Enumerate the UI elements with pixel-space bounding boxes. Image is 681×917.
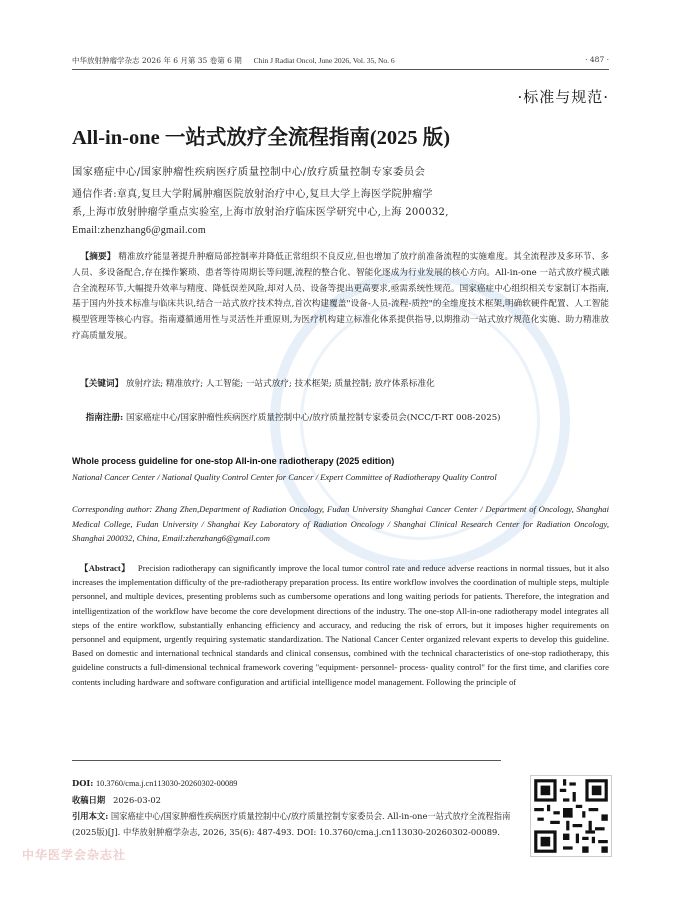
- chinese-abstract: [72, 250, 609, 345]
- english-abstract-label: 【Abstract】: [79, 563, 131, 573]
- english-abstract: [72, 561, 609, 689]
- received-line: [72, 792, 512, 808]
- doi-value: 10.3760/cma.j.cn113030-20260302-00089: [96, 779, 238, 788]
- corr-line-1: 通信作者:章真,复旦大学附属肿瘤医院放射治疗中心,复旦大学上海医学院肿瘤学: [72, 189, 433, 200]
- citation-line: [72, 808, 512, 840]
- citation-label: 引用本文:: [72, 811, 109, 821]
- doi-line: [72, 775, 512, 792]
- correspondence-cn: [72, 186, 609, 240]
- column-label: ·标准与规范·: [517, 88, 609, 106]
- english-title: Whole process guideline for one-stop All-in-one radiotherapy (2025 edition): [72, 456, 395, 466]
- corr-line-3: Email:zhenzhang6@gmail.com: [72, 225, 206, 236]
- keywords-block: [72, 377, 609, 393]
- article-title: All-in-one 一站式放疗全流程指南(2025 版): [72, 127, 451, 149]
- running-header: [72, 55, 395, 66]
- corr-line-2: 系,上海市放射肿瘤学重点实验室,上海市放射治疗临床医学研究中心,上海 200032,: [72, 207, 449, 218]
- registration-text: 国家癌症中心/国家肿瘤性疾病医疗质量控制中心/放疗质量控制专家委员会(NCC/T-RT 008-2025): [125, 413, 501, 423]
- author-org: 国家癌症中心/国家肿瘤性疾病医疗质量控制中心/放疗质量控制专家委员会: [72, 166, 426, 178]
- journal-cn: 中华放射肿瘤学杂志 2026 年 6 月第 35 卷第 6 期: [72, 56, 242, 65]
- english-abstract-text: Precision radiotherapy can significantly improve the local tumor control rate and reduce adverse reactions in normal tissues, but it also increases the implementation difficulty of the pre-radiotherapy preparation process. Its entire workflow involves the coordination of multiple steps, multiple personnel, and multiple devices, presenting problems such as cumbersome operations and long waiting periods for patients. Therefore, the integration and intelligentization of the workflow have become the core development directions of the industry. The one-stop All-in-one radiotherapy model integrates all steps of the entire workflow, substantially enhancing efficiency and accuracy, and reducing the risk of errors, but it imposes higher requirements on personnel and equipment, urgently requiring systematic standardization. The National Cancer Center organized relevant experts to develop this guideline. Based on domestic and international technical standards and clinical consensus, combined with the technical characteristics of one-stop radiotherapy, this guideline constructs a full-dimensional technical framework covering "equipment- personnel- process- quality control" for the first time, and clarifies core contents including hardware and software configuration and artificial intelligence model management. Following the principle of: [72, 563, 609, 687]
- header-rule: [72, 69, 609, 70]
- registration-block: [72, 411, 609, 427]
- page-number: · 487 ·: [585, 55, 609, 64]
- qr-code-icon: [531, 776, 611, 856]
- article-footer: [72, 775, 512, 840]
- received-date: 2026-03-02: [113, 795, 161, 805]
- registration-label: 指南注册:: [85, 413, 124, 423]
- abstract-text: 精准放疗能显著提升肿瘤局部控制率并降低正常组织不良反应,但也增加了放疗前准备流程的实施难度。其全流程涉及多环节、多人员、多设备配合,存在操作繁琐、患者等待周期长等问题,流程的整合化、智能化逐成为行业发展的核心方向。All-in-one 一站式放疗模式融合全流程环节,大幅提升效率与精度、降低误差风险,却对人员、设备等提出更高要求,亟需系统性规范。国家癌症中心组织相关专家制订本指南,基于国内外技术标准与临床共识,结合一站式放疗技术特点,首次构建覆盖"设备-人员-流程-质控"的全维度技术框架,明确软硬件配置、人工智能模型管理等核心内容。指南遵循通用性与灵活性并重原则,为医疗机构建立标准化体系提供指导,以期推动一站式放疗规范化实施、助力精准放疗高质量发展。: [72, 252, 609, 341]
- keywords-label: 【关键词】: [80, 379, 124, 389]
- english-org: National Cancer Center / National Quality Control Center for Cancer / Expert Committee of Radiotherapy Quality Control: [72, 472, 497, 482]
- qr-code[interactable]: [530, 775, 612, 857]
- publisher-logo: 中华医学会杂志社: [22, 848, 127, 862]
- doi-label: DOI:: [72, 778, 94, 788]
- journal-en: Chin J Radiat Oncol, June 2026, Vol. 35, No. 6: [253, 56, 395, 65]
- abstract-label: 【摘要】: [80, 252, 116, 262]
- english-correspondence: Corresponding author: Zhang Zhen,Department of Radiation Oncology, Fudan University Shanghai Cancer Center / Department of Oncology, Shanghai Medical College, Fudan University / Shanghai Key Laboratory of Radiation Oncology / Shanghai Clinical Research Center for Radiation Oncology, Shanghai 200032, China, Email:zhenzhang6@gmail.com: [72, 504, 609, 543]
- citation-text: 国家癌症中心/国家肿瘤性疾病医疗质量控制中心/放疗质量控制专家委员会. All-in-one一站式放疗全流程指南(2025版)[J]. 中华放射肿瘤学杂志, 2026, 35(6): 487-493. DOI: 10.3760/cma.j.cn113030-20260302-00089.: [72, 811, 511, 837]
- footer-rule: [72, 760, 501, 761]
- keywords-text: 放射疗法; 精准放疗; 人工智能; 一站式放疗; 技术框架; 质量控制; 放疗体系标准化: [125, 379, 435, 389]
- received-label: 收稿日期: [72, 795, 106, 805]
